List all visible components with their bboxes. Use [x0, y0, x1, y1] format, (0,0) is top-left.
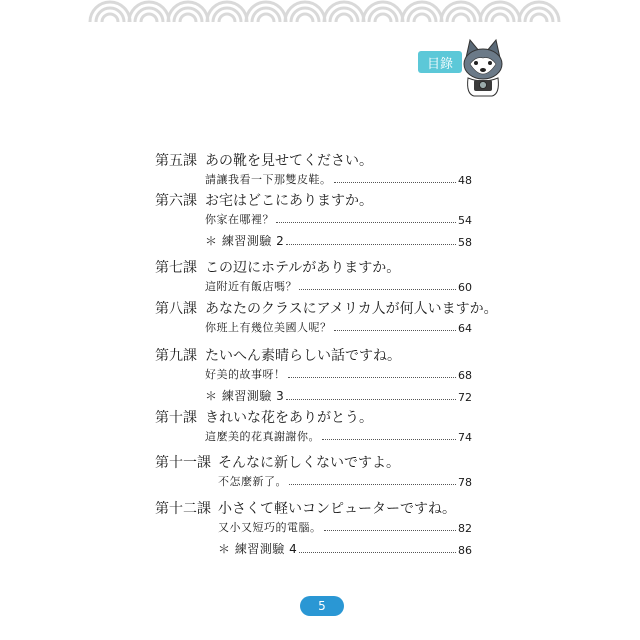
dot-leader — [288, 377, 457, 378]
lesson-subtitle: 這附近有飯店嗎？ — [205, 280, 297, 293]
lesson-subtitle: 這麼美的花真謝謝你。 — [205, 430, 320, 443]
lesson-title: この辺にホテルがありますか。 — [205, 260, 401, 276]
lesson-number: 第十二課 — [155, 501, 211, 517]
lesson-number: 第八課 — [155, 301, 197, 317]
lesson-title: お宅はどこにありますか。 — [205, 193, 373, 209]
dot-leader — [286, 244, 456, 245]
lesson-number: 第九課 — [155, 348, 197, 364]
dot-leader — [276, 222, 456, 223]
page-ref: 58 — [458, 236, 472, 249]
practice-test-label: ＊ 練習測驗 2 — [205, 234, 285, 248]
page-ref: 48 — [458, 174, 472, 187]
toc-entry[interactable] — [205, 276, 472, 294]
lesson-number: 第五課 — [155, 153, 197, 169]
toc-entry[interactable] — [205, 386, 472, 404]
page-ref: 68 — [458, 369, 472, 382]
page-ref: 60 — [458, 281, 472, 294]
dot-leader — [299, 289, 456, 290]
toc-entry[interactable] — [205, 317, 472, 335]
page-ref: 74 — [458, 431, 472, 444]
lesson-number: 第十課 — [155, 410, 197, 426]
practice-test-label: ＊ 練習測驗 3 — [205, 389, 285, 403]
toc-entry[interactable] — [205, 231, 472, 249]
toc-entry[interactable] — [218, 539, 472, 557]
toc-entry[interactable] — [205, 426, 472, 444]
dot-leader — [324, 530, 457, 531]
page-number-pill — [300, 596, 344, 616]
dot-leader — [286, 399, 456, 400]
lesson-number: 第七課 — [155, 260, 197, 276]
dot-leader — [334, 182, 457, 183]
lesson-subtitle: 請讓我看一下那雙皮鞋。 — [205, 173, 332, 186]
dot-leader — [334, 330, 457, 331]
lesson-subtitle: 又小又短巧的電腦。 — [218, 521, 322, 534]
lesson-title: あの靴を見せてください。 — [205, 153, 373, 169]
lesson-subtitle: 好美的故事呀！ — [205, 368, 286, 381]
lesson-subtitle: 你班上有幾位美國人呢？ — [205, 321, 332, 334]
page-ref: 72 — [458, 391, 472, 404]
toc-entry[interactable] — [205, 169, 472, 187]
lesson-number: 第六課 — [155, 193, 197, 209]
toc-badge-label: 目錄 — [426, 56, 453, 72]
page-ref: 86 — [458, 544, 472, 557]
page-ref: 78 — [458, 476, 472, 489]
lesson-title: あなたのクラスにアメリカ人が何人いますか。 — [205, 301, 498, 317]
page-ref: 54 — [458, 214, 472, 227]
dot-leader — [289, 484, 456, 485]
page-ref: 64 — [458, 322, 472, 335]
toc-entry[interactable] — [205, 364, 472, 382]
lesson-title: きれいな花をありがとう。 — [205, 410, 373, 426]
toc-entry[interactable] — [205, 209, 472, 227]
toc-entry[interactable] — [218, 471, 472, 489]
page-number: 5 — [318, 599, 326, 613]
lesson-title: たいへん素晴らしい話ですね。 — [205, 348, 401, 364]
lesson-number: 第十一課 — [155, 455, 211, 471]
lesson-title: 小さくて軽いコンピューターですね。 — [218, 501, 456, 517]
practice-test-label: ＊ 練習測驗 4 — [218, 542, 298, 556]
lesson-subtitle: 不怎麼新了。 — [218, 475, 287, 488]
page-ref: 82 — [458, 522, 472, 535]
lesson-subtitle: 你家在哪裡？ — [205, 213, 274, 226]
dot-leader — [322, 439, 456, 440]
toc-entry[interactable] — [218, 517, 472, 535]
lesson-title: そんなに新しくないですよ。 — [218, 455, 400, 471]
dot-leader — [299, 552, 456, 553]
